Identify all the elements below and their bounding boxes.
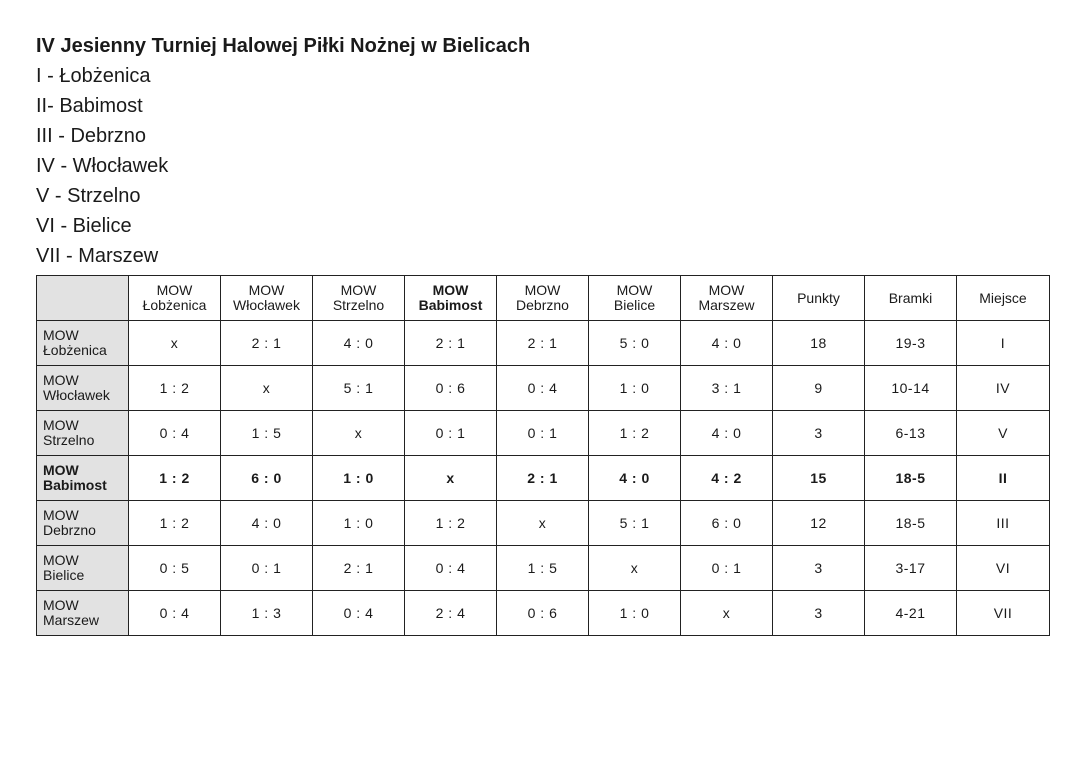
result-cell: 0 : 4 <box>497 366 589 411</box>
row-header <box>37 411 129 456</box>
column-header-line1: MOW <box>616 282 653 298</box>
result-cell: 5 : 1 <box>313 366 405 411</box>
column-header-5 <box>589 276 681 321</box>
points-cell: 9 <box>773 366 865 411</box>
final-ranking-list <box>36 61 1050 271</box>
table-row <box>37 411 1050 456</box>
row-header <box>37 546 129 591</box>
result-cell: 0 : 1 <box>221 546 313 591</box>
row-header-line2: Strzelno <box>43 432 95 448</box>
document-page <box>36 32 1050 636</box>
result-cell: 5 : 1 <box>589 501 681 546</box>
result-cell: 1 : 2 <box>129 456 221 501</box>
ranking-item: III - Debrzno <box>36 125 147 147</box>
goals-cell: 19-3 <box>865 321 957 366</box>
result-cell: 0 : 4 <box>129 591 221 636</box>
result-cell: x <box>589 546 681 591</box>
row-header-line2: Bielice <box>43 567 85 583</box>
place-cell: VII <box>957 591 1050 636</box>
place-cell: I <box>957 321 1050 366</box>
result-cell: 2 : 1 <box>221 321 313 366</box>
result-cell: 1 : 0 <box>589 366 681 411</box>
result-cell: 1 : 5 <box>221 411 313 456</box>
column-header-3 <box>405 276 497 321</box>
result-cell: 0 : 5 <box>129 546 221 591</box>
ranking-item: I - Łobżenica <box>36 65 151 87</box>
ranking-item: VII - Marszew <box>36 245 159 267</box>
result-cell: 0 : 1 <box>497 411 589 456</box>
column-header-line1: MOW <box>524 282 561 298</box>
result-cell: 2 : 1 <box>405 321 497 366</box>
result-cell: 0 : 6 <box>405 366 497 411</box>
row-header <box>37 591 129 636</box>
table-row <box>37 456 1050 501</box>
goals-cell: 4-21 <box>865 591 957 636</box>
column-header-line2: Strzelno <box>332 297 385 313</box>
result-cell: 0 : 6 <box>497 591 589 636</box>
result-cell: 4 : 0 <box>221 501 313 546</box>
result-cell: 4 : 2 <box>681 456 773 501</box>
result-cell: 6 : 0 <box>681 501 773 546</box>
row-header <box>37 501 129 546</box>
result-cell: 1 : 2 <box>589 411 681 456</box>
column-header-6 <box>681 276 773 321</box>
result-cell: 1 : 3 <box>221 591 313 636</box>
row-header-line2: Debrzno <box>43 522 96 538</box>
ranking-item: II- Babimost <box>36 95 143 117</box>
points-cell: 15 <box>773 456 865 501</box>
result-cell: 2 : 4 <box>405 591 497 636</box>
column-header-line2: Babimost <box>418 297 483 313</box>
result-cell: x <box>405 456 497 501</box>
result-cell: 0 : 4 <box>313 591 405 636</box>
column-header-line1: MOW <box>156 282 193 298</box>
result-cell: 1 : 0 <box>313 456 405 501</box>
column-header-line2: Łobżenica <box>142 297 207 313</box>
goals-cell: 6-13 <box>865 411 957 456</box>
place-cell: V <box>957 411 1050 456</box>
row-header <box>37 321 129 366</box>
place-cell: II <box>957 456 1050 501</box>
results-table <box>36 275 1050 636</box>
result-cell: 4 : 0 <box>589 456 681 501</box>
place-cell: IV <box>957 366 1050 411</box>
result-cell: 2 : 1 <box>497 321 589 366</box>
points-cell: 12 <box>773 501 865 546</box>
column-header-goals: Bramki <box>865 276 957 321</box>
row-header-line1: MOW <box>43 507 79 523</box>
column-header-line1: MOW <box>248 282 285 298</box>
result-cell: 0 : 4 <box>405 546 497 591</box>
column-header-line2: Marszew <box>698 297 755 313</box>
result-cell: 1 : 2 <box>405 501 497 546</box>
result-cell: x <box>129 321 221 366</box>
result-cell: 1 : 2 <box>129 501 221 546</box>
points-cell: 18 <box>773 321 865 366</box>
result-cell: 4 : 0 <box>313 321 405 366</box>
result-cell: 4 : 0 <box>681 411 773 456</box>
points-cell: 3 <box>773 591 865 636</box>
row-header-line1: MOW <box>43 552 79 568</box>
table-row <box>37 591 1050 636</box>
result-cell: 1 : 2 <box>129 366 221 411</box>
table-header-row <box>37 276 1050 321</box>
result-cell: 5 : 0 <box>589 321 681 366</box>
result-cell: 0 : 1 <box>405 411 497 456</box>
row-header-line2: Łobżenica <box>43 342 107 358</box>
document-title: IV Jesienny Turniej Halowej Piłki Nożnej w Bielicach <box>36 35 531 57</box>
column-header-place: Miejsce <box>957 276 1050 321</box>
column-header-line2: Bielice <box>613 297 656 313</box>
table-row <box>37 321 1050 366</box>
corner-cell <box>37 276 129 321</box>
result-cell: 6 : 0 <box>221 456 313 501</box>
column-header-1 <box>221 276 313 321</box>
result-cell: x <box>497 501 589 546</box>
result-cell: x <box>313 411 405 456</box>
result-cell: 2 : 1 <box>497 456 589 501</box>
result-cell: 1 : 0 <box>589 591 681 636</box>
result-cell: 0 : 4 <box>129 411 221 456</box>
row-header-line1: MOW <box>43 327 79 343</box>
row-header-line1: MOW <box>43 417 79 433</box>
column-header-line1: MOW <box>340 282 377 298</box>
goals-cell: 18-5 <box>865 456 957 501</box>
table-row <box>37 546 1050 591</box>
column-header-4 <box>497 276 589 321</box>
row-header-line1: MOW <box>43 597 79 613</box>
table-row <box>37 501 1050 546</box>
column-header-line1: MOW <box>432 282 469 298</box>
result-cell: 1 : 0 <box>313 501 405 546</box>
table-row <box>37 366 1050 411</box>
column-header-0 <box>129 276 221 321</box>
place-cell: III <box>957 501 1050 546</box>
column-header-points: Punkty <box>773 276 865 321</box>
result-cell: x <box>681 591 773 636</box>
ranking-item: VI - Bielice <box>36 215 132 237</box>
goals-cell: 3-17 <box>865 546 957 591</box>
result-cell: 1 : 5 <box>497 546 589 591</box>
column-header-line1: MOW <box>708 282 745 298</box>
row-header-line2: Babimost <box>43 477 107 493</box>
result-cell: 0 : 1 <box>681 546 773 591</box>
points-cell: 3 <box>773 546 865 591</box>
row-header-line2: Włocławek <box>43 387 110 403</box>
points-cell: 3 <box>773 411 865 456</box>
ranking-item: IV - Włocławek <box>36 155 169 177</box>
result-cell: 3 : 1 <box>681 366 773 411</box>
goals-cell: 10-14 <box>865 366 957 411</box>
row-header <box>37 366 129 411</box>
row-header-line1: MOW <box>43 462 79 478</box>
row-header <box>37 456 129 501</box>
ranking-item: V - Strzelno <box>36 185 141 207</box>
table-body <box>37 321 1050 636</box>
goals-cell: 18-5 <box>865 501 957 546</box>
place-cell: VI <box>957 546 1050 591</box>
result-cell: 2 : 1 <box>313 546 405 591</box>
row-header-line2: Marszew <box>43 612 100 628</box>
column-header-2 <box>313 276 405 321</box>
result-cell: x <box>221 366 313 411</box>
column-header-line2: Włocławek <box>233 297 300 313</box>
row-header-line1: MOW <box>43 372 79 388</box>
result-cell: 4 : 0 <box>681 321 773 366</box>
column-header-line2: Debrzno <box>516 297 569 313</box>
